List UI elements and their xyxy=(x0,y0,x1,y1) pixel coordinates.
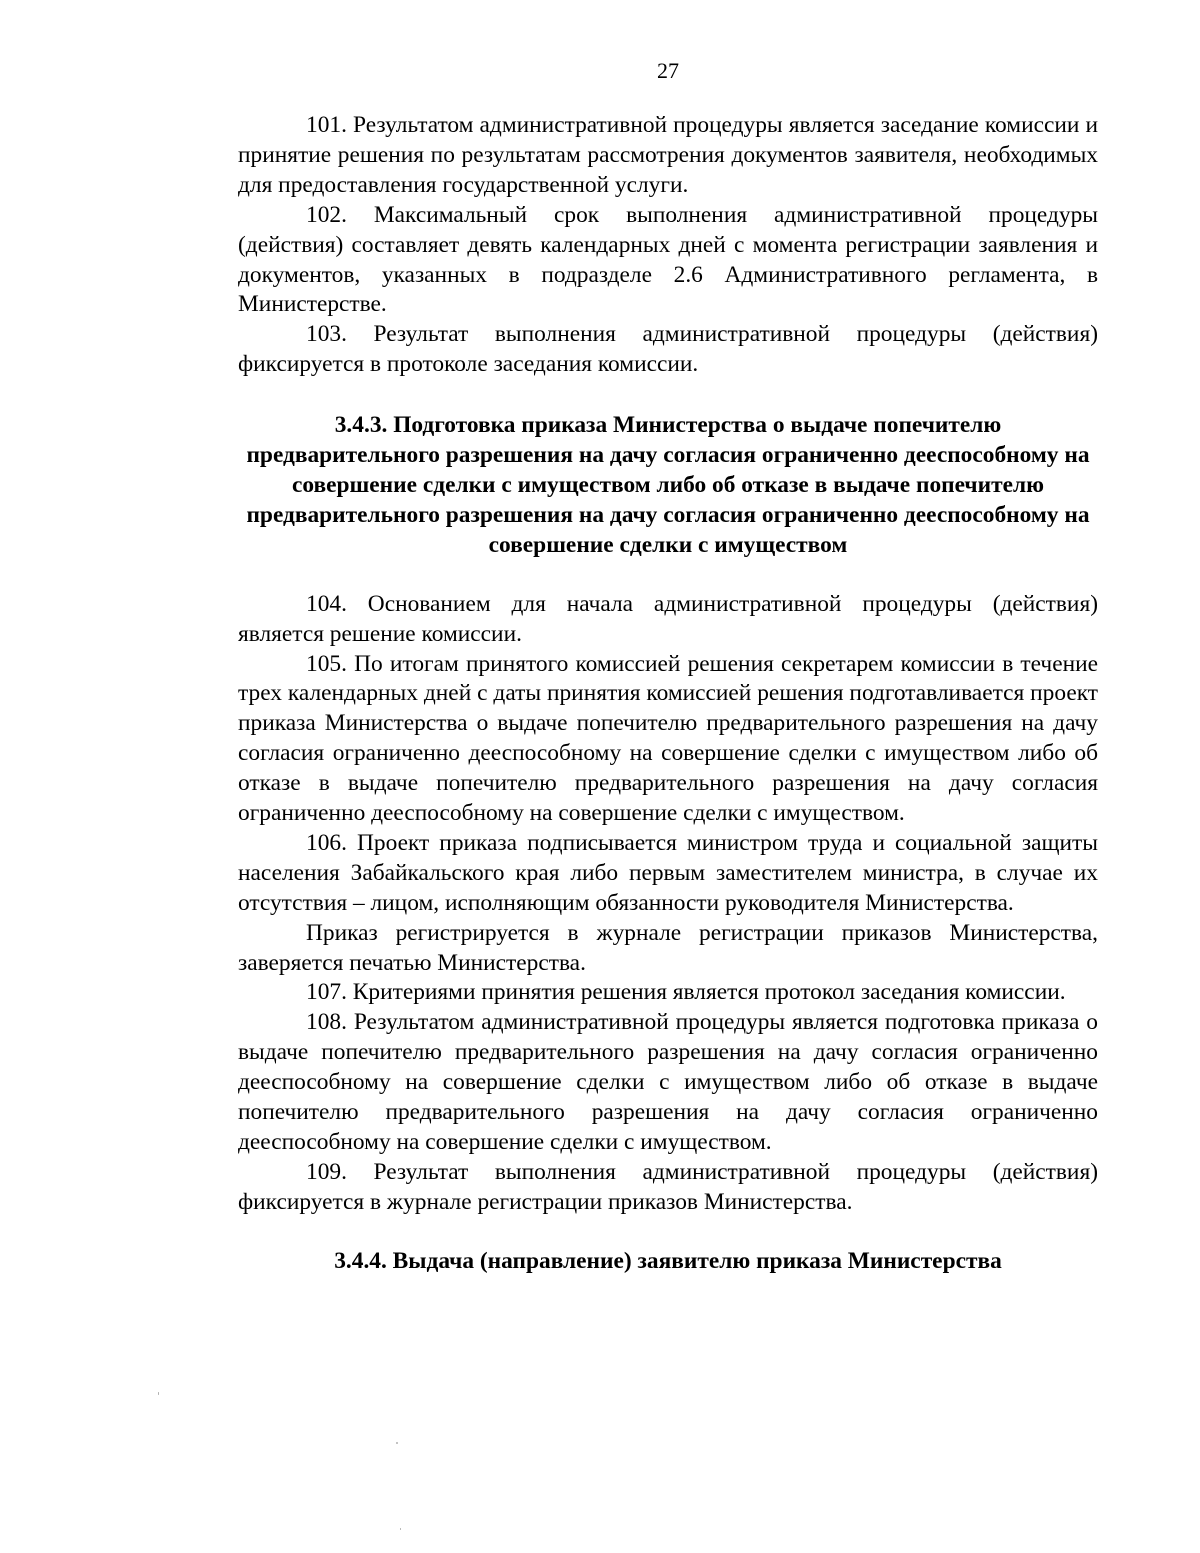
scan-speck xyxy=(158,1392,159,1395)
paragraph-107: 107. Критериями принятия решения является протокол заседания комиссии. xyxy=(306,979,1066,1006)
paragraph-order-registration: Приказ регистрируется в журнале регистрации приказов Министерства, заверяется печатью Министерства. xyxy=(238,919,1098,976)
paragraph-109: 109. Результат выполнения административной процедуры (действия) фиксируется в журнале регистрации приказов Министерства. xyxy=(238,1158,1098,1215)
document-body xyxy=(238,111,1098,1277)
paragraph-102: 102. Максимальный срок выполнения административной процедуры (действия) составляет девять календарных дней с момента регистрации заявления и документов, указанных в подразделе 2.6 Административного регламента, в Министерстве. xyxy=(238,201,1098,318)
paragraph-101: 101. Результатом административной процедуры является заседание комиссии и принятие решения по результатам рассмотрения документов заявителя, необходимых для предоставления государственной услуги. xyxy=(238,112,1098,198)
paragraph-105: 105. По итогам принятого комиссией решения секретарем комиссии в течение трех календарных дней с даты принятия комиссией решения подготавливается проект приказа Министерства о выдаче попечителю предварительного разрешения на дачу согласия ограниченно дееспособному на совершение сделки с имуществом либо об отказе в выдаче попечителю предварительного разрешения на дачу согласия ограниченно дееспособному на совершение сделки с имуществом. xyxy=(238,650,1098,827)
paragraph-104: 104. Основанием для начала административной процедуры (действия) является решение комиссии. xyxy=(238,590,1098,647)
section-heading-3-4-4: 3.4.4. Выдача (направление) заявителю приказа Министерства xyxy=(334,1247,1002,1274)
scan-speck xyxy=(400,1528,401,1530)
paragraph-103: 103. Результат выполнения административной процедуры (действия) фиксируется в протоколе заседания комиссии. xyxy=(238,321,1098,378)
paragraph-106: 106. Проект приказа подписывается министром труда и социальной защиты населения Забайкальского края либо первым заместителем министра, в случае их отсутствия – лицом, исполняющим обязанности руководителя Министерства. xyxy=(238,829,1098,916)
scan-speck xyxy=(396,1442,398,1444)
page-number: 27 xyxy=(657,58,679,83)
paragraph-108: 108. Результатом административной процедуры является подготовка приказа о выдаче попечителю предварительного разрешения на дачу согласия ограниченно дееспособному на совершение сделки с имуществом либо об отказе в выдаче попечителю предварительного разрешения на дачу согласия ограниченно дееспособному на совершение сделки с имуществом. xyxy=(238,1009,1098,1155)
section-heading-3-4-3: 3.4.3. Подготовка приказа Министерства о выдаче попечителю предварительного разрешения на дачу согласия ограниченно дееспособному на совершение сделки с имуществом либо об отказе в выдаче попечителю предварительного разрешения на дачу согласия ограниченно дееспособному на совершение сделки с имуществом xyxy=(246,412,1090,558)
